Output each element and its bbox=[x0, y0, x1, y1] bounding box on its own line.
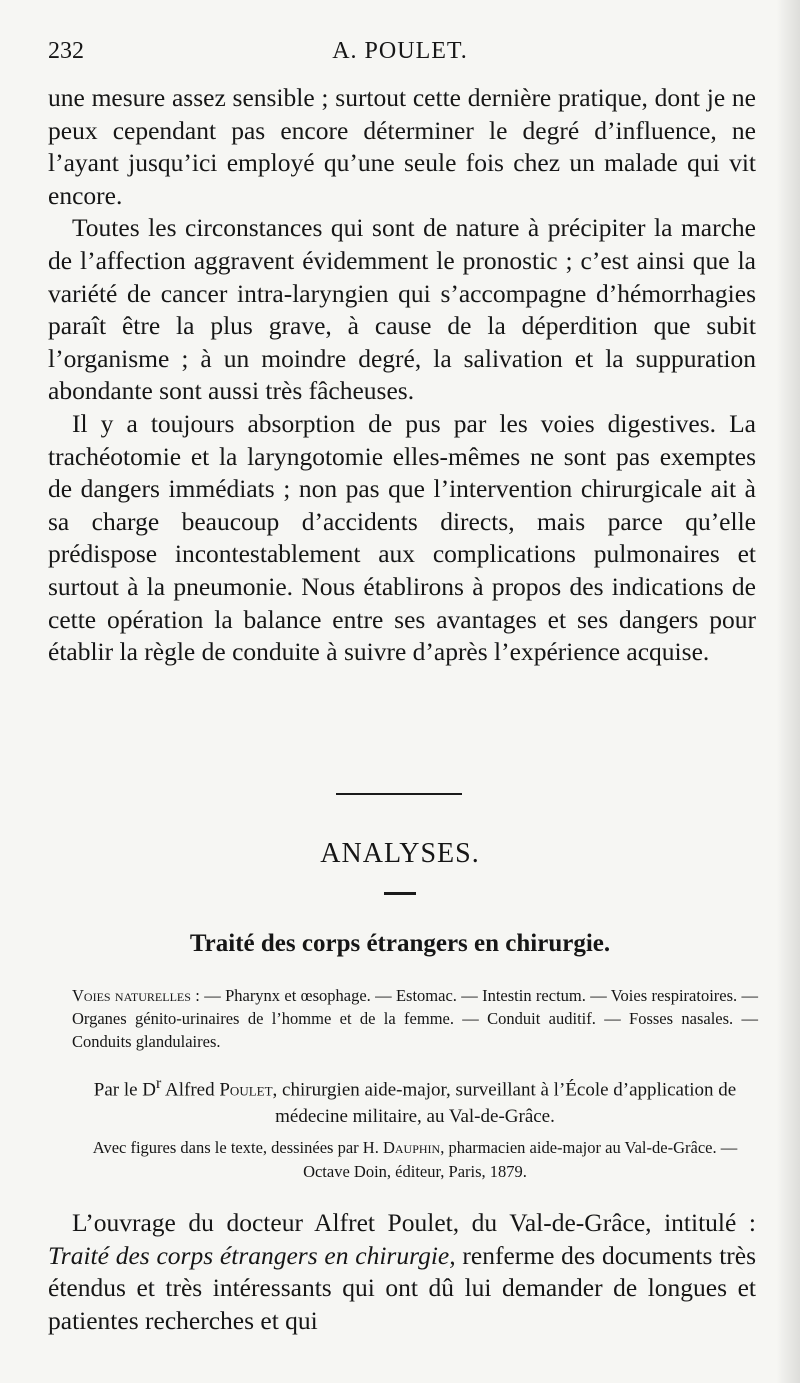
body-text-review bbox=[48, 1207, 756, 1337]
contents-list: — Pharynx et œsophage. — Estomac. — Intestin rectum. — Voies respiratoires. — Organes génito-urinaires de l’homme et de la femme. — Conduit auditif. — Fosses nasales. — Conduits glandulaires. bbox=[72, 986, 759, 1051]
section-title: ANALYSES. bbox=[320, 838, 480, 869]
author-prefix: Par le D bbox=[93, 1079, 157, 1101]
book-title: Traité des corps étrangers en chirurgie. bbox=[189, 930, 611, 957]
publisher-details: , pharmacien aide-major au Val-de-Grâce. — Octave Doin, éditeur, Paris, 1879. bbox=[303, 1138, 738, 1181]
page-header bbox=[48, 38, 752, 78]
title-dash-rule bbox=[384, 892, 416, 895]
book-publisher bbox=[72, 1136, 758, 1184]
review-book-title-italic: Traité des corps étrangers en chirurgie, bbox=[48, 1240, 456, 1270]
author-prefix-sup: r bbox=[156, 1075, 162, 1092]
author-line bbox=[72, 1070, 758, 1130]
author-last-name: Poulet bbox=[219, 1079, 273, 1101]
review-text-start: L’ouvrage du docteur Alfret Poulet, du Val-de-Grâce, intitulé : bbox=[72, 1208, 756, 1237]
body-text-top bbox=[48, 82, 756, 669]
illustrator-name: Dauphin bbox=[382, 1138, 441, 1157]
author-affiliation: , chirurgien aide-major, surveillant à l’École d’application de médecine militaire, au Val-de-Grâce. bbox=[272, 1079, 737, 1128]
paragraph-tracheotomy: Il y a toujours absorption de pus par les voies digestives. La trachéotomie et la laryngotomie elles-mêmes ne sont pas exemptes de dangers immédiats ; non pas que l’intervention chirurgicale ait à sa charge beaucoup d’accidents directs, mais parce qu’elle prédispose incontestablement aux complications pulmonaires et surtout à la pneumonie. Nous établirons à propos des indications de cette opération la balance entre ses avantages et ses dangers pour établir la règle de conduite à suivre d’après l’expérience acquise. bbox=[48, 408, 756, 667]
paragraph-continued: une mesure assez sensible ; surtout cette dernière pratique, dont je ne peux cependant pas encore déterminer le degré d’influence, ne l’ayant jusqu’ici employé qu’une seule fois chez un malade qui vit encore. bbox=[48, 83, 756, 210]
section-divider-rule bbox=[336, 793, 462, 795]
paragraph-prognostic: Toutes les circonstances qui sont de nature à précipiter la marche de l’affection aggravent évidemment le pronostic ; c’est ainsi que la variété de cancer intra-laryngien qui s’accompagne d’hémorrhagies paraît être la plus grave, à cause de la déperdition que subit l’organisme ; à un moindre degré, la salivation et la suppuration abondante sont aussi très fâcheuses. bbox=[48, 213, 756, 406]
book-contents bbox=[72, 984, 758, 1053]
review-text-end: renferme des documents très étendus et très intéressants qui ont dû lui demander de longues et patientes recherches et qui bbox=[48, 1240, 757, 1335]
publisher-prefix: Avec figures dans le texte, dessinées par H. bbox=[92, 1138, 379, 1157]
page-number: 232 bbox=[48, 38, 84, 64]
publisher-line bbox=[72, 1136, 758, 1184]
page-edge-shadow bbox=[776, 0, 800, 1383]
contents-text bbox=[72, 984, 758, 1053]
running-head: A. POULET. bbox=[332, 38, 468, 64]
contents-lead: Voies naturelles : bbox=[72, 986, 200, 1005]
book-author bbox=[72, 1070, 758, 1130]
review-paragraph bbox=[48, 1207, 756, 1337]
author-first-name: Alfred bbox=[165, 1079, 215, 1101]
